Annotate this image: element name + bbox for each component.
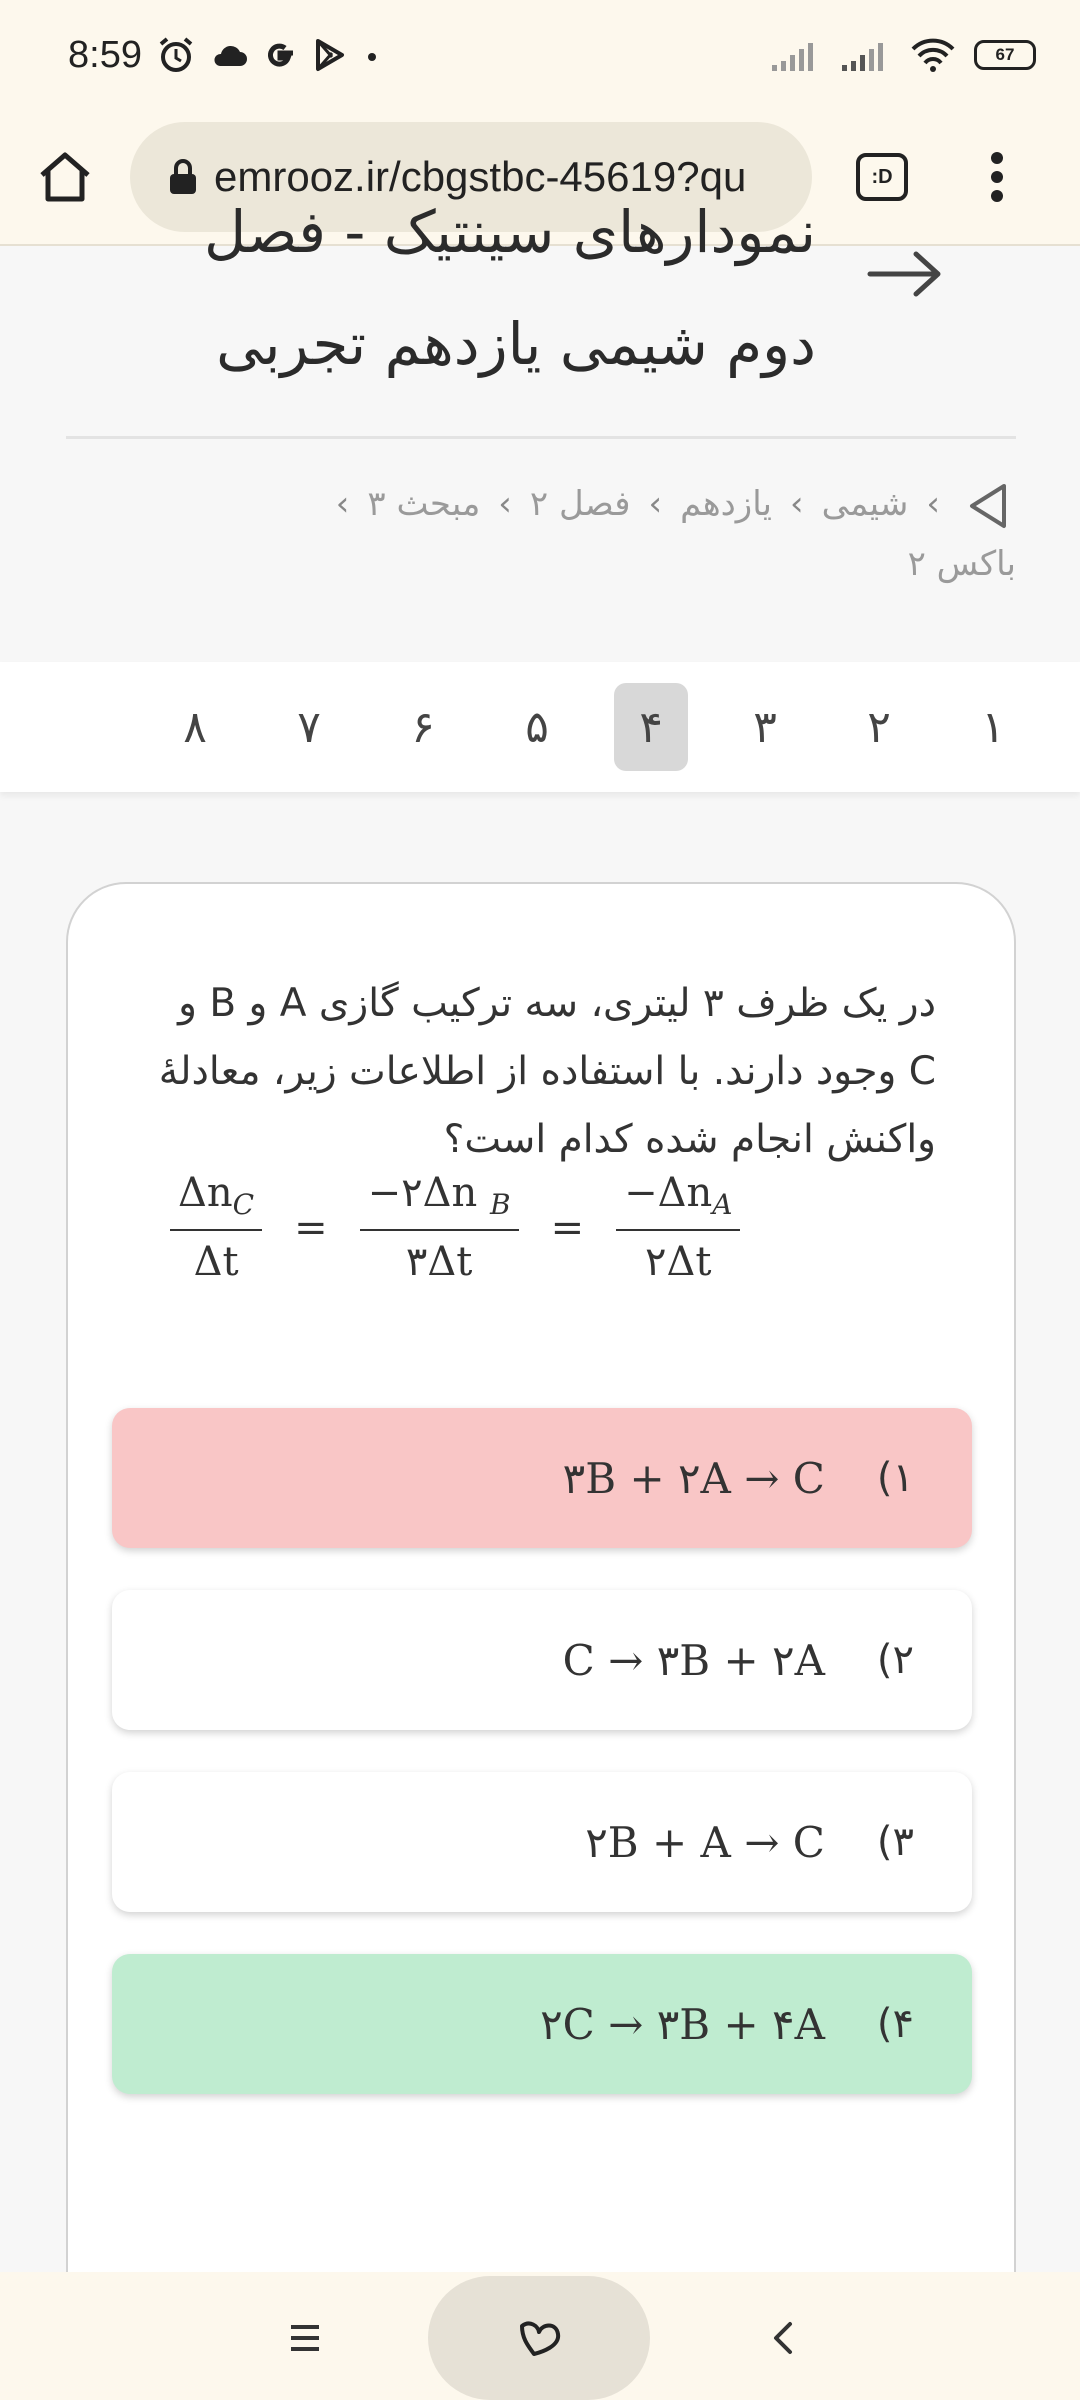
more-menu-button[interactable] <box>952 109 1042 245</box>
url-text: emrooz.ir/cbgstbc-45619?qu <box>214 153 747 200</box>
option-number: ۳) <box>876 1819 914 1865</box>
fraction-a: $\frac{-\Delta n_A}{۲\Delta t}$ <box>616 1170 740 1285</box>
more-vert-icon <box>989 151 1005 203</box>
home-button[interactable] <box>0 109 130 245</box>
breadcrumb-item-current: باکس ۲ <box>907 544 1016 584</box>
question-card <box>66 882 1016 2282</box>
tab-switcher-button[interactable] <box>812 109 952 245</box>
home-nav-button[interactable] <box>428 2276 650 2400</box>
wifi-icon <box>910 37 956 73</box>
option-equation: ۲C → ۳B + ۴A <box>540 1999 825 2049</box>
option-number: ۴) <box>876 2001 914 2047</box>
lock-icon <box>168 158 198 196</box>
question-pager <box>0 662 1080 792</box>
page-button-5[interactable]: ۵ <box>525 701 549 753</box>
breadcrumb-item[interactable]: یازدهم <box>680 484 773 524</box>
recent-apps-button[interactable] <box>270 2308 340 2368</box>
divider <box>66 436 1016 439</box>
option-equation: C → ۳B + ۲A <box>562 1635 825 1685</box>
play-store-icon <box>312 37 348 73</box>
answer-option-2[interactable] <box>112 1590 972 1730</box>
option-number: ۱) <box>876 1455 914 1501</box>
fraction-c: $\frac{\Delta n_C}{\Delta t}$ <box>170 1170 262 1285</box>
answer-option-3[interactable] <box>112 1772 972 1912</box>
page-button-3[interactable]: ۳ <box>753 701 777 753</box>
status-bar <box>0 0 1080 110</box>
breadcrumb-item[interactable]: شیمی <box>821 484 909 524</box>
tab-switcher-icon: :D <box>856 153 908 201</box>
fraction-b: $\frac{-۲\Delta n _B}{۳\Delta t}$ <box>360 1170 519 1285</box>
option-number: ۲) <box>876 1637 914 1683</box>
answer-option-1[interactable] <box>112 1408 972 1548</box>
equals-sign: = <box>550 1204 585 1251</box>
back-nav-button[interactable] <box>748 2308 818 2368</box>
system-nav-bar <box>0 2272 1080 2400</box>
chevron-left-icon <box>772 2320 794 2356</box>
breadcrumb-item[interactable]: مبحث ۳ <box>367 484 481 524</box>
page-button-4-active[interactable]: ۴ <box>614 683 688 771</box>
page-button-2[interactable]: ۲ <box>867 701 891 753</box>
google-icon <box>262 37 298 73</box>
home-icon <box>36 149 94 205</box>
page-title-line2: دوم شیمی یازدهم تجربی <box>216 310 816 378</box>
page-button-7[interactable]: ۷ <box>297 701 321 753</box>
page-button-1[interactable]: ۱ <box>981 701 1005 753</box>
status-time: 8:59 <box>68 33 142 76</box>
question-text: در یک ظرف ۳ لیتری، سه ترکیب گازی A و B و C وجود دارند. با استفاده از اطلاعات زیر، معادلهٔ واکنش انجام شده کدام است؟ <box>158 981 936 1162</box>
page-title-line1: نمودارهای سینتیک - فصل <box>204 198 816 266</box>
breadcrumb: ›شیمی›یازدهم›فصل ۲›مبحث ۳› باکس ۲ <box>66 474 1016 594</box>
play-outline-icon <box>968 482 1016 530</box>
cloud-icon <box>210 40 248 70</box>
answer-option-4[interactable] <box>112 1954 972 2094</box>
arrow-right-icon[interactable] <box>866 246 946 302</box>
alarm-icon <box>156 35 196 75</box>
equals-sign: = <box>294 1204 328 1251</box>
battery-icon: 67 <box>974 40 1036 70</box>
heart-icon <box>516 2318 562 2358</box>
page-button-8[interactable]: ۸ <box>183 701 207 753</box>
option-equation: ۳B + ۲A → C <box>562 1453 825 1503</box>
breadcrumb-item[interactable]: فصل ۲ <box>529 484 631 524</box>
signal-icon <box>840 37 892 73</box>
dot-icon <box>362 45 382 65</box>
page-button-6[interactable]: ۶ <box>411 701 435 753</box>
rate-formula <box>164 1170 746 1285</box>
signal-icon <box>770 37 822 73</box>
hamburger-icon <box>289 2323 321 2353</box>
option-equation: ۲B + A → C <box>585 1817 825 1867</box>
